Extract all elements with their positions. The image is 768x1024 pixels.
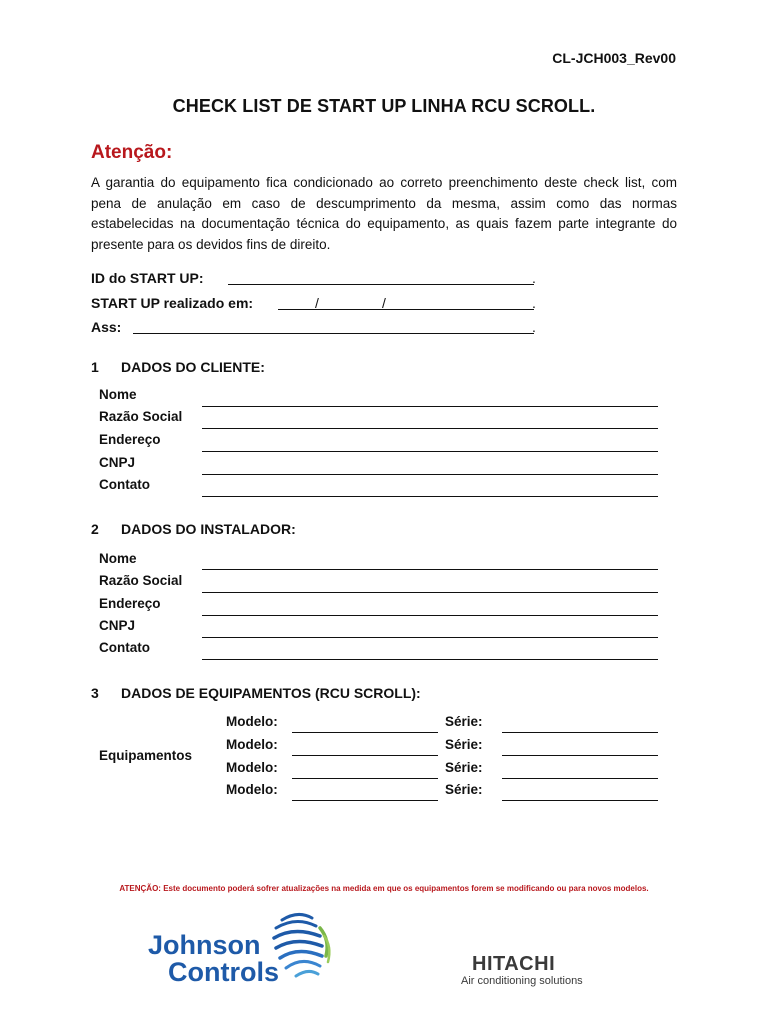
section-equipment-heading xyxy=(91,685,421,701)
johnson-controls-logo-text xyxy=(148,932,279,986)
client-name-field[interactable] xyxy=(202,406,658,407)
startup-date-dot: . xyxy=(532,295,536,311)
attention-heading: Atenção: xyxy=(91,142,173,163)
installer-name-label: Nome xyxy=(99,551,137,566)
model-field[interactable] xyxy=(292,778,438,779)
startup-id-row xyxy=(91,270,536,290)
model-label: Modelo: xyxy=(226,782,278,797)
installer-address-label: Endereço xyxy=(99,596,161,611)
installer-contact-field[interactable] xyxy=(202,659,658,660)
client-company-label: Razão Social xyxy=(99,409,183,424)
signature-dot: . xyxy=(532,319,536,335)
signature-label: Ass: xyxy=(91,319,122,335)
attention-text: A garantia do equipamento fica condicionado ao correto preenchimento deste check list, com pena de anulação em caso de descumprimento da mesma, assim como das normas estabelecidas na documentação técnica do equipamento, as quais fazem parte integrante do presente para os devidos fins de direito. xyxy=(91,175,677,252)
serial-field[interactable] xyxy=(502,778,658,779)
section-title: DADOS DO CLIENTE: xyxy=(121,359,265,375)
client-name-label: Nome xyxy=(99,387,137,402)
document-code: CL-JCH003_Rev00 xyxy=(552,50,676,66)
client-contact-label: Contato xyxy=(99,477,150,492)
date-slash-1: / xyxy=(315,295,319,311)
page-title: CHECK LIST DE START UP LINHA RCU SCROLL. xyxy=(172,96,596,116)
installer-company-label: Razão Social xyxy=(99,573,183,588)
johnson-controls-swirl-icon xyxy=(268,906,334,982)
hitachi-logo: HITACHI xyxy=(472,953,556,975)
model-label: Modelo: xyxy=(226,737,278,752)
section-title: DADOS DO INSTALADOR: xyxy=(121,521,296,537)
client-address-label: Endereço xyxy=(99,432,161,447)
date-slash-2: / xyxy=(382,295,386,311)
serial-field[interactable] xyxy=(502,800,658,801)
serial-label: Série: xyxy=(445,760,483,775)
footer-note: ATENÇÃO: Este documento poderá sofrer atualizações na medida em que os equipamentos forem se modificando ou para novos modelos. xyxy=(119,884,649,893)
equipment-group-label: Equipamentos xyxy=(99,748,193,763)
startup-id-label: ID do START UP: xyxy=(91,270,204,286)
client-cnpj-field[interactable] xyxy=(202,474,658,475)
signature-field[interactable] xyxy=(133,319,534,334)
model-field[interactable] xyxy=(292,800,438,801)
startup-id-field[interactable] xyxy=(228,270,534,285)
serial-label: Série: xyxy=(445,737,483,752)
startup-id-dot: . xyxy=(532,270,536,286)
section-client-heading xyxy=(91,359,265,375)
jc-line2: Controls xyxy=(168,957,279,987)
installer-contact-label: Contato xyxy=(99,640,150,655)
signature-row xyxy=(91,319,536,339)
startup-date-row xyxy=(91,295,536,315)
section-title: DADOS DE EQUIPAMENTOS (RCU SCROLL): xyxy=(121,685,421,701)
client-contact-field[interactable] xyxy=(202,496,658,497)
section-installer-heading xyxy=(91,521,296,537)
model-field[interactable] xyxy=(292,755,438,756)
serial-field[interactable] xyxy=(502,755,658,756)
section-number: 2 xyxy=(91,521,99,537)
jc-line1: Johnson xyxy=(148,930,261,960)
serial-label: Série: xyxy=(445,782,483,797)
client-cnpj-label: CNPJ xyxy=(99,455,136,470)
model-label: Modelo: xyxy=(226,760,278,775)
section-number: 1 xyxy=(91,359,99,375)
model-label: Modelo: xyxy=(226,714,278,729)
installer-company-field[interactable] xyxy=(202,592,658,593)
client-company-field[interactable] xyxy=(202,428,658,429)
installer-name-field[interactable] xyxy=(202,569,658,570)
serial-label: Série: xyxy=(445,714,483,729)
section-number: 3 xyxy=(91,685,99,701)
model-field[interactable] xyxy=(292,732,438,733)
serial-field[interactable] xyxy=(502,732,658,733)
installer-address-field[interactable] xyxy=(202,615,658,616)
startup-date-label: START UP realizado em: xyxy=(91,295,254,311)
client-address-field[interactable] xyxy=(202,451,658,452)
installer-cnpj-label: CNPJ xyxy=(99,618,136,633)
hitachi-tagline: Air conditioning solutions xyxy=(461,975,583,987)
installer-cnpj-field[interactable] xyxy=(202,637,658,638)
